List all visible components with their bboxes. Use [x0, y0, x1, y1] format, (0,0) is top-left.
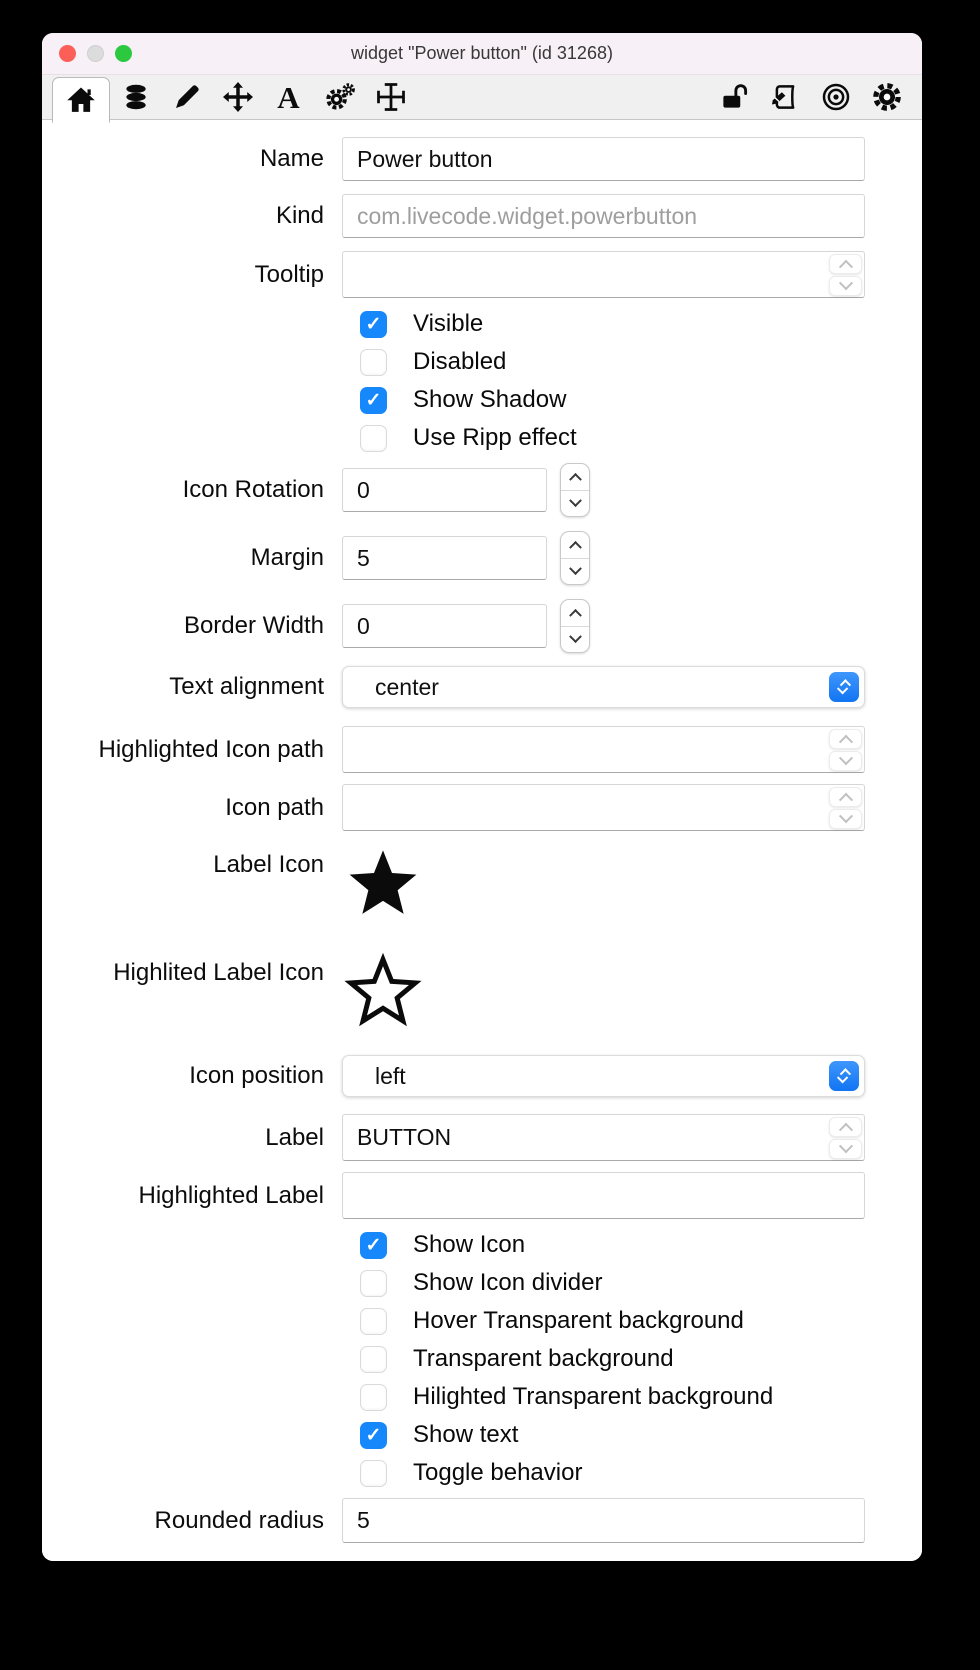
- highlited-label-icon-label: Highlited Label Icon: [113, 959, 324, 986]
- name-input[interactable]: [342, 137, 865, 181]
- icon-position-select[interactable]: [342, 1055, 865, 1097]
- checkbox-box[interactable]: [360, 311, 387, 338]
- highlighted-label-input[interactable]: [342, 1172, 865, 1219]
- star-outline-icon[interactable]: [342, 949, 424, 1035]
- script-button[interactable]: [759, 75, 810, 120]
- tab-data[interactable]: [110, 75, 161, 120]
- name-label: Name: [259, 145, 324, 172]
- scroll-up-icon[interactable]: [829, 729, 862, 749]
- checkbox-label: Disabled: [413, 348, 507, 375]
- popup-chevrons-icon: [829, 672, 859, 702]
- highlighted-icon-path-label: Highlighted Icon path: [98, 735, 324, 763]
- highlighted-icon-path-row: [42, 726, 922, 773]
- traffic-lights: [59, 33, 132, 74]
- rounded-radius-row: [42, 1498, 922, 1543]
- text-alignment-select[interactable]: [342, 666, 865, 708]
- kind-input: [342, 194, 865, 238]
- border-width-stepper[interactable]: [560, 599, 590, 653]
- highlighted-icon-path-input[interactable]: [342, 726, 865, 773]
- minimize-button[interactable]: [87, 45, 104, 62]
- scroll-down-icon[interactable]: [829, 276, 862, 296]
- property-form: [42, 120, 922, 1561]
- checkbox-visible[interactable]: [360, 310, 922, 338]
- close-button[interactable]: [59, 45, 76, 62]
- icon-path-label: Icon path: [225, 793, 324, 821]
- checkbox-label: Transparent background: [413, 1345, 674, 1372]
- highlighted-label-label: Highlighted Label: [138, 1181, 324, 1209]
- scroll-up-icon[interactable]: [829, 254, 862, 274]
- icon-path-input[interactable]: [342, 784, 865, 831]
- popup-chevrons-icon: [829, 1061, 859, 1091]
- geometry-icon: [374, 80, 408, 114]
- checkbox-label: Visible: [413, 310, 484, 337]
- script-edit-icon: [768, 80, 802, 114]
- label-label: Label: [265, 1123, 324, 1151]
- rounded-radius-input[interactable]: [342, 1498, 865, 1543]
- icon-rotation-input[interactable]: [342, 468, 547, 512]
- checkbox-group-1: [42, 310, 922, 452]
- checkbox-box[interactable]: [360, 1384, 387, 1411]
- checkbox-hilighted-transparent-background[interactable]: [360, 1383, 922, 1411]
- border-width-input[interactable]: [342, 604, 547, 648]
- checkbox-use-ripp-effect[interactable]: [360, 424, 922, 452]
- stepper-up-icon[interactable]: [561, 600, 589, 627]
- lock-open-icon: [717, 80, 751, 114]
- scroll-down-icon[interactable]: [829, 751, 862, 771]
- move-icon: [221, 80, 255, 114]
- kind-label: Kind: [275, 202, 324, 229]
- tab-position[interactable]: [212, 75, 263, 120]
- zoom-button[interactable]: [115, 45, 132, 62]
- icon-position-label: Icon position: [189, 1062, 324, 1089]
- highlited-label-icon-row: [42, 949, 922, 1035]
- inspector-toolbar: [42, 75, 922, 120]
- border-width-row: [42, 599, 922, 653]
- tooltip-input[interactable]: [342, 251, 865, 298]
- scroll-down-icon[interactable]: [829, 809, 862, 829]
- star-filled-icon[interactable]: [342, 841, 424, 927]
- checkmark-icon: ✓: [365, 389, 382, 411]
- icon-position-value: left: [375, 1062, 406, 1089]
- stepper-down-icon[interactable]: [561, 491, 589, 517]
- checkmark-icon: ✓: [365, 1234, 382, 1256]
- checkbox-box[interactable]: [360, 387, 387, 414]
- checkbox-show-icon-divider[interactable]: [360, 1269, 922, 1297]
- tooltip-label: Tooltip: [254, 260, 324, 288]
- tab-edit[interactable]: [161, 75, 212, 120]
- checkbox-disabled[interactable]: [360, 348, 922, 376]
- checkbox-label: Show text: [413, 1421, 519, 1448]
- tab-text[interactable]: [263, 75, 314, 120]
- tab-geometry[interactable]: [365, 75, 416, 120]
- target-button[interactable]: [810, 75, 861, 120]
- checkbox-group-2: [42, 1231, 922, 1487]
- gear-icon: [870, 80, 904, 114]
- tooltip-scroll-stepper[interactable]: [829, 254, 862, 296]
- icon-position-row: [42, 1055, 922, 1097]
- rounded-radius-label: Rounded radius: [154, 1506, 324, 1534]
- tab-advanced[interactable]: [314, 75, 365, 120]
- checkbox-show-shadow[interactable]: [360, 386, 922, 414]
- checkbox-label: Show Icon divider: [413, 1269, 603, 1296]
- border-width-label: Border Width: [183, 612, 324, 639]
- stepper-up-icon[interactable]: [561, 532, 589, 559]
- checkbox-box[interactable]: [360, 425, 387, 452]
- bullseye-icon: [819, 80, 853, 114]
- checkbox-label: Hover Transparent background: [413, 1307, 744, 1334]
- pencil-icon: [170, 80, 204, 114]
- scroll-down-icon[interactable]: [829, 1139, 862, 1159]
- text-alignment-value: center: [375, 673, 439, 700]
- kind-row: [42, 194, 922, 238]
- checkbox-box[interactable]: [360, 1308, 387, 1335]
- checkmark-icon: ✓: [365, 313, 382, 335]
- stepper-up-icon[interactable]: [561, 464, 589, 491]
- field-scroll-stepper[interactable]: [829, 729, 862, 771]
- text-alignment-label: Text alignment: [169, 673, 324, 700]
- label-row: [42, 1114, 922, 1161]
- settings-button[interactable]: [861, 75, 912, 120]
- checkbox-box[interactable]: [360, 1422, 387, 1449]
- home-icon: [64, 83, 98, 117]
- text-alignment-row: [42, 666, 922, 708]
- tab-basic[interactable]: [52, 77, 110, 123]
- field-scroll-stepper[interactable]: [829, 1117, 862, 1159]
- checkbox-box[interactable]: [360, 1270, 387, 1297]
- checkbox-label: Use Ripp effect: [413, 424, 577, 451]
- checkbox-show-icon[interactable]: [360, 1231, 922, 1259]
- checkbox-transparent-background[interactable]: [360, 1345, 922, 1373]
- margin-input[interactable]: [342, 536, 547, 580]
- lock-button[interactable]: [708, 75, 759, 120]
- label-input[interactable]: [342, 1114, 865, 1161]
- checkbox-show-text[interactable]: [360, 1421, 922, 1449]
- checkbox-hover-transparent-background[interactable]: [360, 1307, 922, 1335]
- scroll-up-icon[interactable]: [829, 1117, 862, 1137]
- inspector-window: [42, 33, 922, 1561]
- scroll-up-icon[interactable]: [829, 787, 862, 807]
- tooltip-row: [42, 251, 922, 298]
- window-title: widget "Power button" (id 31268): [351, 43, 613, 63]
- checkbox-label: Toggle behavior: [413, 1459, 583, 1486]
- titlebar: [42, 33, 922, 75]
- database-icon: [119, 80, 153, 114]
- margin-stepper[interactable]: [560, 531, 590, 585]
- field-scroll-stepper[interactable]: [829, 787, 862, 829]
- checkbox-toggle-behavior[interactable]: [360, 1459, 922, 1487]
- gears-icon: [323, 80, 357, 114]
- checkbox-box[interactable]: [360, 349, 387, 376]
- icon-rotation-row: [42, 463, 922, 517]
- checkbox-label: Hilighted Transparent background: [413, 1383, 774, 1410]
- highlighted-label-row: [42, 1172, 922, 1219]
- stepper-down-icon[interactable]: [561, 627, 589, 653]
- label-icon-row: [42, 841, 922, 927]
- checkbox-label: Show Shadow: [413, 386, 567, 413]
- text-icon: [272, 80, 306, 114]
- stepper-down-icon[interactable]: [561, 559, 589, 585]
- margin-label: Margin: [250, 544, 324, 571]
- checkbox-box[interactable]: [360, 1346, 387, 1373]
- icon-rotation-label: Icon Rotation: [182, 476, 324, 503]
- icon-path-row: [42, 784, 922, 831]
- name-row: [42, 137, 922, 181]
- letter-a-glyph: A: [277, 79, 300, 115]
- label-icon-label: Label Icon: [213, 851, 324, 878]
- margin-row: [42, 531, 922, 585]
- checkmark-icon: ✓: [365, 1424, 382, 1446]
- checkbox-box[interactable]: [360, 1460, 387, 1487]
- checkbox-box[interactable]: [360, 1232, 387, 1259]
- checkbox-label: Show Icon: [413, 1231, 526, 1258]
- icon-rotation-stepper[interactable]: [560, 463, 590, 517]
